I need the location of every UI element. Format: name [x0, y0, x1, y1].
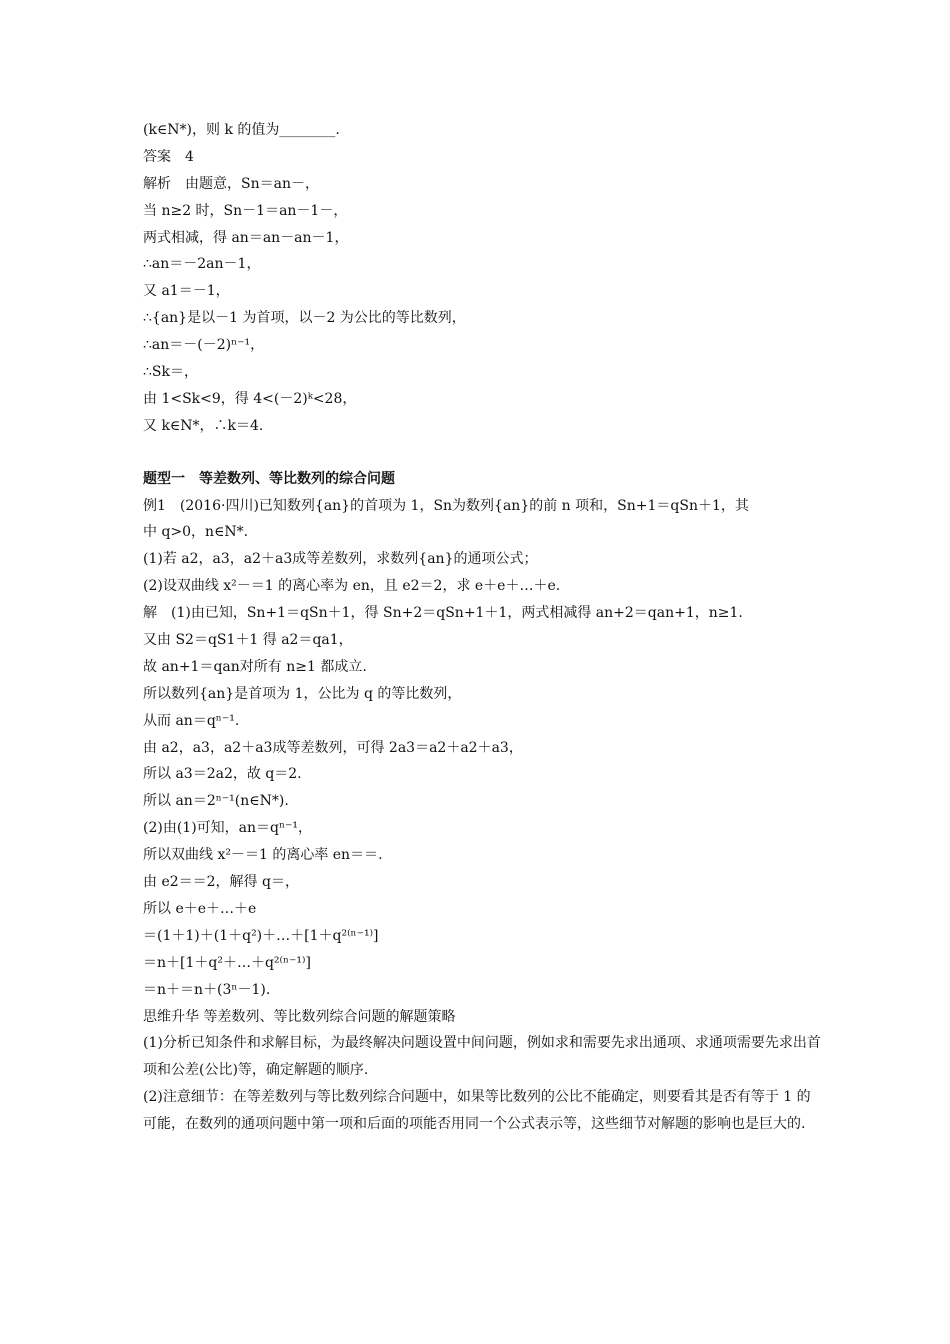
text-line: 两式相减，得 an＝an－an－1， — [143, 229, 349, 246]
example-line: ＝(1＋1)＋(1＋q²)＋…＋[1＋q²⁽ⁿ⁻¹⁾] — [143, 927, 379, 944]
example-line: 又由 S2＝qS1＋1 得 a2＝qa1， — [143, 632, 353, 649]
answer-line: 答案 4 — [143, 148, 194, 165]
strategy-paragraph: (1)分析已知条件和求解目标，为最终解决问题设置中间问题，例如求和需要先求出通项、求通项需要先求出首项和公差(公比)等，确定解题的顺序. — [143, 1035, 821, 1079]
text-line: ∴an＝－2an－1， — [143, 256, 261, 273]
example-line: 所以数列{an}是首项为 1，公比为 q 的等比数列， — [143, 685, 462, 702]
text-line: 由 1<Sk<9，得 4<(－2)ᵏ<28， — [143, 390, 357, 407]
example-line: (1)若 a2，a3，a2＋a3成等差数列，求数列{an}的通项公式； — [143, 551, 538, 568]
strategy-title: 思维升华 等差数列、等比数列综合问题的解题策略 — [143, 1008, 456, 1025]
example-line: (2)设双曲线 x²－＝1 的离心率为 en，且 e2＝2，求 e＋e＋…＋e. — [143, 578, 561, 595]
example-line: 所以 a3＝2a2，故 q＝2. — [143, 766, 302, 783]
example-line: 故 an+1＝qan对所有 n≥1 都成立. — [143, 658, 367, 675]
example-line: 所以 e＋e＋…＋e — [143, 900, 257, 917]
text-line: 又 k∈N*，∴k＝4. — [143, 417, 264, 434]
example-line: 由 a2，a3，a2＋a3成等差数列，可得 2a3＝a2＋a2＋a3， — [143, 739, 523, 756]
example-line: 中 q>0，n∈N*. — [143, 524, 249, 541]
example-line: (2)由(1)可知，an＝qⁿ⁻¹， — [143, 820, 313, 837]
example-line: 所以双曲线 x²－＝1 的离心率 en＝＝. — [143, 847, 383, 864]
example-line: 从而 an＝qⁿ⁻¹. — [143, 712, 240, 729]
text-line: ∴{an}是以－1 为首项，以－2 为公比的等比数列， — [143, 310, 466, 327]
section-spacer — [143, 440, 823, 466]
strategy-list — [143, 1030, 823, 1138]
text-line: (k∈N*)，则 k 的值为________. — [143, 122, 340, 138]
example-1 — [143, 493, 823, 1031]
document-page — [143, 117, 823, 1138]
example-line: 例1 (2016·四川)已知数列{an}的首项为 1，Sn为数列{an}的前 n 项和，Sn+1＝qSn＋1，其 — [143, 497, 749, 514]
example-line: 由 e2＝＝2，解得 q＝， — [143, 874, 299, 891]
text-line: 当 n≥2 时，Sn－1＝an－1－， — [143, 202, 348, 219]
strategy-paragraph: (2)注意细节：在等差数列与等比数列综合问题中，如果等比数列的公比不能确定，则要看其是否有等于 1 的可能，在数列的通项问题中第一项和后面的项能否用同一个公式表示等，这些细节对解题的影响也是巨大的. — [143, 1089, 811, 1133]
text-line: 又 a1＝－1， — [143, 283, 230, 300]
example-line: 所以 an＝2ⁿ⁻¹(n∈N*). — [143, 793, 289, 810]
example-line: ＝n＋＝n＋(3ⁿ－1). — [143, 981, 271, 998]
intro-solution — [143, 117, 823, 440]
example-line: 解 (1)由已知，Sn+1＝qSn＋1，得 Sn+2＝qSn+1＋1，两式相减得 an+2＝qan+1，n≥1. — [143, 605, 743, 622]
text-line: ∴Sk＝， — [143, 364, 198, 381]
text-line: ∴an＝－(－2)ⁿ⁻¹， — [143, 337, 265, 354]
section-title: 题型一 等差数列、等比数列的综合问题 — [143, 470, 395, 487]
text-line: 解析 由题意，Sn＝an－， — [143, 175, 319, 192]
example-line: ＝n＋[1＋q²＋…＋q²⁽ⁿ⁻¹⁾] — [143, 954, 311, 971]
